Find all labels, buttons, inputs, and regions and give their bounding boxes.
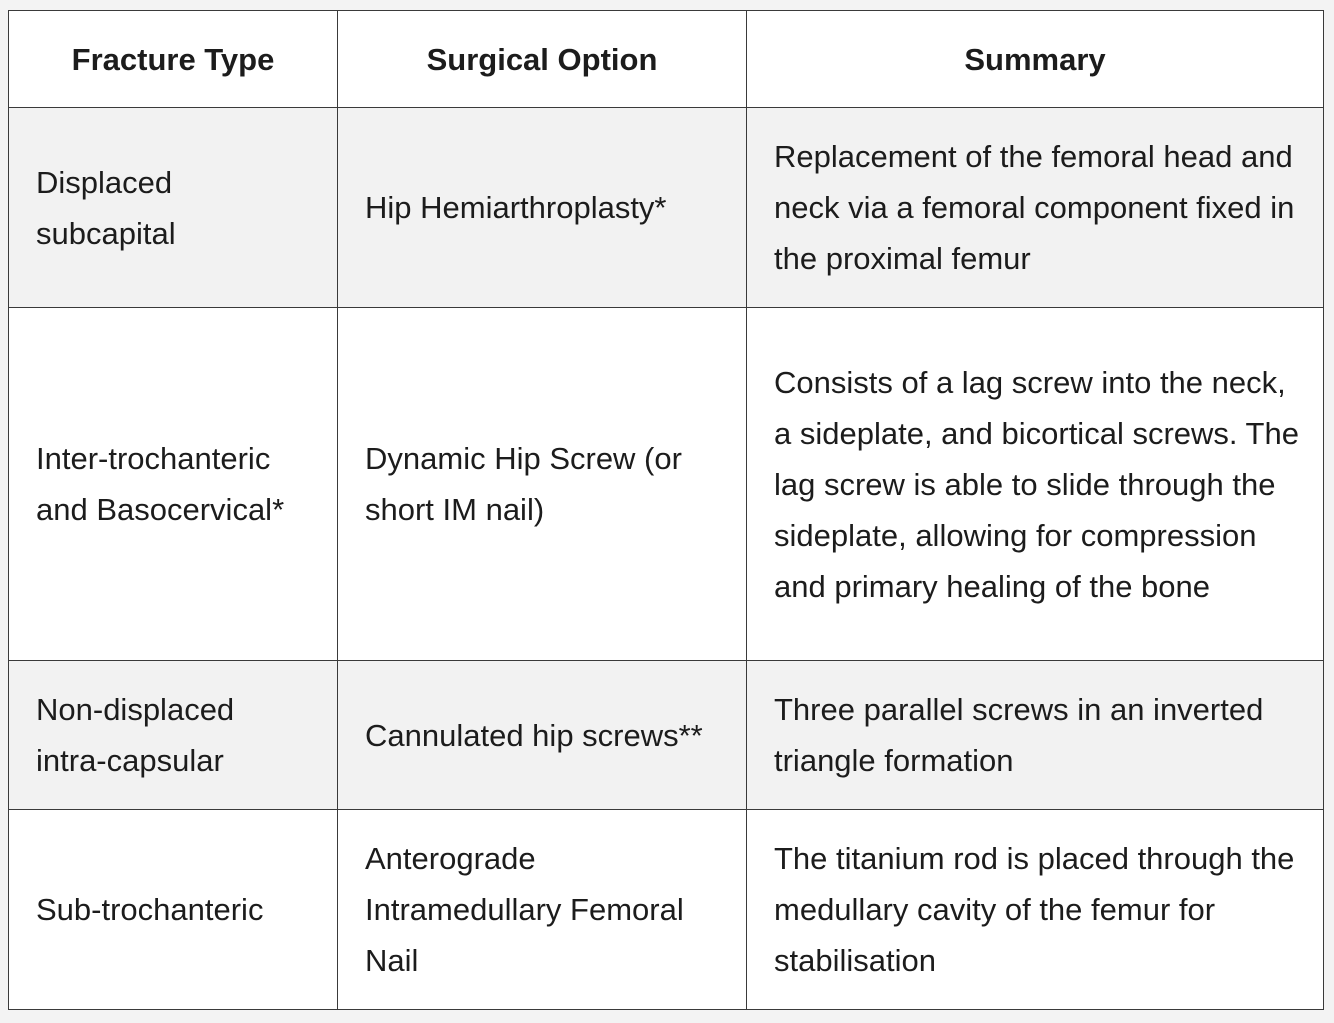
header-summary: Summary — [747, 11, 1324, 108]
header-fracture-type: Fracture Type — [9, 11, 338, 108]
table-row — [9, 108, 1324, 308]
surgical-option-cell: Cannulated hip screws** — [338, 661, 747, 810]
surgical-option-cell: Hip Hemiarthroplasty* — [338, 108, 747, 308]
summary-cell: The titanium rod is placed through the medullary cavity of the femur for stabilisation — [747, 810, 1324, 1010]
header-surgical-option: Surgical Option — [338, 11, 747, 108]
fracture-type-cell: Sub-trochanteric — [9, 810, 338, 1010]
fracture-surgery-table — [8, 10, 1324, 1010]
fracture-type-cell: Inter-trochanteric and Basocervical* — [9, 308, 338, 661]
summary-cell: Three parallel screws in an inverted triangle formation — [747, 661, 1324, 810]
fracture-type-cell: Displaced subcapital — [9, 108, 338, 308]
surgical-option-cell: Dynamic Hip Screw (or short IM nail) — [338, 308, 747, 661]
table-row — [9, 308, 1324, 661]
header-row — [9, 11, 1324, 108]
fracture-type-cell: Non-displaced intra-capsular — [9, 661, 338, 810]
surgical-option-cell: Anterograde Intramedullary Femoral Nail — [338, 810, 747, 1010]
table-row — [9, 661, 1324, 810]
table-row — [9, 810, 1324, 1010]
summary-cell: Consists of a lag screw into the neck, a sideplate, and bicortical screws. The lag screw is able to slide through the sideplate, allowing for compression and primary healing of the bone — [747, 308, 1324, 661]
summary-cell: Replacement of the femoral head and neck via a femoral component fixed in the proximal femur — [747, 108, 1324, 308]
